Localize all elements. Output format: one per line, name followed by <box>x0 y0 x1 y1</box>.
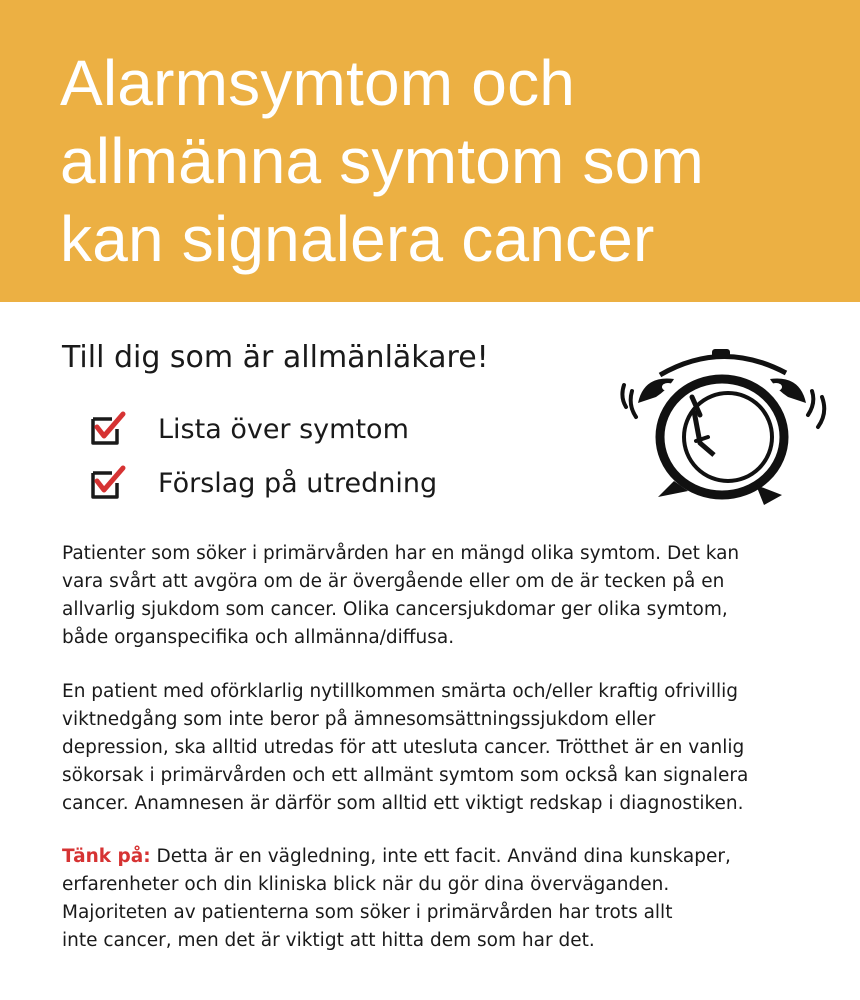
checkbox-checked-icon <box>90 411 126 447</box>
page-title <box>60 44 820 278</box>
checklist-label: Förslag på utredning <box>158 467 438 499</box>
title-line-1: Alarmsymtom och <box>60 47 576 119</box>
paragraph-intro <box>62 540 762 652</box>
text-line: depression, ska alltid utredas för att utesluta cancer. Trötthet är en vanlig <box>62 737 745 758</box>
title-line-2: allmänna symtom som <box>60 125 704 197</box>
text-line: både organspecifika och allmänna/diffusa. <box>62 627 455 648</box>
checklist-item-symptoms <box>90 402 437 456</box>
paragraph-symptoms <box>62 678 762 818</box>
text-line: Detta är en vägledning, inte ett facit. Använd dina kunskaper, <box>150 846 731 867</box>
title-line-3: kan signalera cancer <box>60 203 655 275</box>
text-line: erfarenheter och din kliniska blick när du gör dina överväganden. <box>62 874 670 895</box>
checkbox-checked-icon <box>90 465 126 501</box>
checklist-label: Lista över symtom <box>158 413 409 445</box>
text-line: Majoriteten av patienterna som söker i primärvården har trots allt <box>62 902 673 923</box>
text-line: allvarlig sjukdom som cancer. Olika cancersjukdomar ger olika symtom, <box>62 599 728 620</box>
text-line: En patient med oförklarlig nytillkommen smärta och/eller kraftig ofrivillig <box>62 681 738 702</box>
title-banner <box>0 0 860 302</box>
intro-heading: Till dig som är allmänläkare! <box>62 340 489 375</box>
note-label: Tänk på: <box>62 846 151 867</box>
text-line: Patienter som söker i primärvården har en mängd olika symtom. Det kan <box>62 543 740 564</box>
text-line: sökorsak i primärvården och ett allmänt symtom som också kan signalera <box>62 765 749 786</box>
checklist <box>90 402 437 510</box>
checklist-item-investigation <box>90 456 437 510</box>
text-line: viktnedgång som inte beror på ämnesomsättningssjukdom eller <box>62 709 656 730</box>
alarm-clock-icon <box>616 345 828 510</box>
text-line: inte cancer, men det är viktigt att hitta dem som har det. <box>62 930 595 951</box>
paragraph-note <box>62 843 762 955</box>
text-line: cancer. Anamnesen är därför som alltid ett viktigt redskap i diagnostiken. <box>62 793 744 814</box>
text-line: vara svårt att avgöra om de är övergående eller om de är tecken på en <box>62 571 725 592</box>
